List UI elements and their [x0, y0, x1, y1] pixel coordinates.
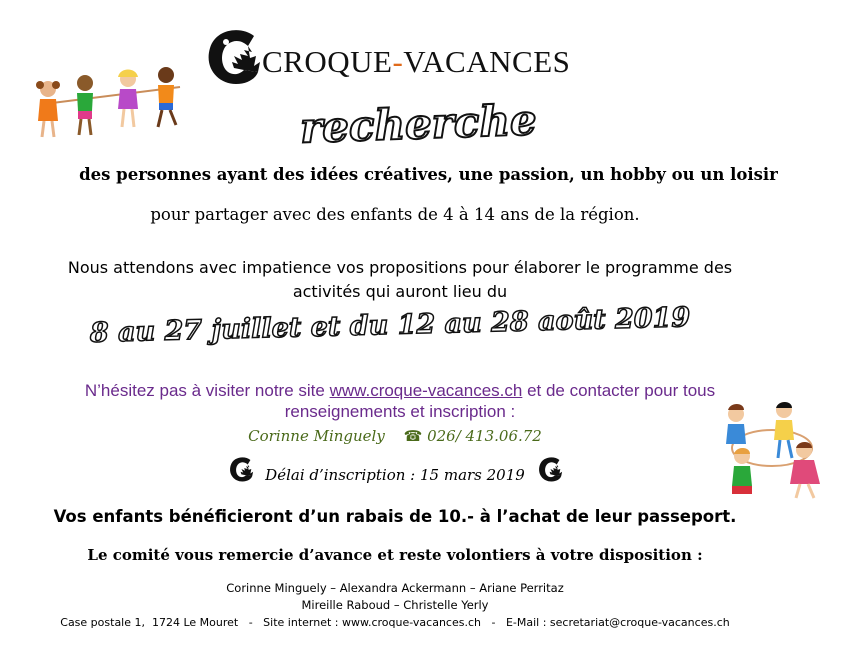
committee-line-1: Corinne Minguely – Alexandra Ackermann – Ariane Perritaz [226, 581, 564, 595]
committee-line-2: Mireille Raboud – Christelle Yerly [301, 598, 489, 612]
logo-title: CROQUE-VACANCES [262, 44, 571, 79]
contact-name: Corinne Minguely [248, 427, 385, 445]
children-holding-hands-illustration [30, 65, 195, 145]
propositions-text [20, 256, 780, 304]
propositions-line-2: activités qui auront lieu du [292, 282, 508, 301]
contact-phone: 026/ 413.06.72 [427, 427, 542, 445]
croc-logo-icon [204, 26, 262, 86]
visit-text-before: N’hésitez pas à visiter notre site [84, 381, 330, 400]
children-dancing-illustration [712, 398, 832, 503]
croc-icon-right [537, 455, 563, 483]
visit-website-text [10, 380, 790, 422]
visit-text-line-2: renseignements et inscription : [284, 402, 516, 421]
contact-line [0, 427, 790, 445]
intro-line-2: pour partager avec des enfants de 4 à 14 ans de la région. [150, 205, 640, 224]
committee-names [0, 580, 790, 614]
phone-icon: ☎ [403, 427, 423, 445]
discount-text: Vos enfants bénéficieront d’un rabais de 10.- à l’achat de leur passeport. [53, 507, 737, 526]
intro-line-1: des personnes ayant des idées créatives, une passion, un hobby ou un loisir [79, 165, 778, 184]
activity-dates: 8 au 27 juillet et du 12 au 28 août 2019 [89, 302, 691, 349]
registration-deadline: Délai d’inscription : 15 mars 2019 [265, 466, 525, 484]
website-link[interactable]: www.croque-vacances.ch [329, 381, 523, 400]
recherche-heading: recherche [299, 95, 538, 153]
footer-contact: Case postale 1, 1724 Le Mouret - Site internet : www.croque-vacances.ch - E-Mail : secretariat@croque-vacances.ch [60, 616, 730, 629]
thanks-text: Le comité vous remercie d’avance et reste volontiers à votre disposition : [87, 546, 703, 564]
visit-text-after: et de contacter pour tous [522, 381, 716, 400]
propositions-line-1: Nous attendons avec impatience vos propositions pour élaborer le programme des [67, 258, 733, 277]
